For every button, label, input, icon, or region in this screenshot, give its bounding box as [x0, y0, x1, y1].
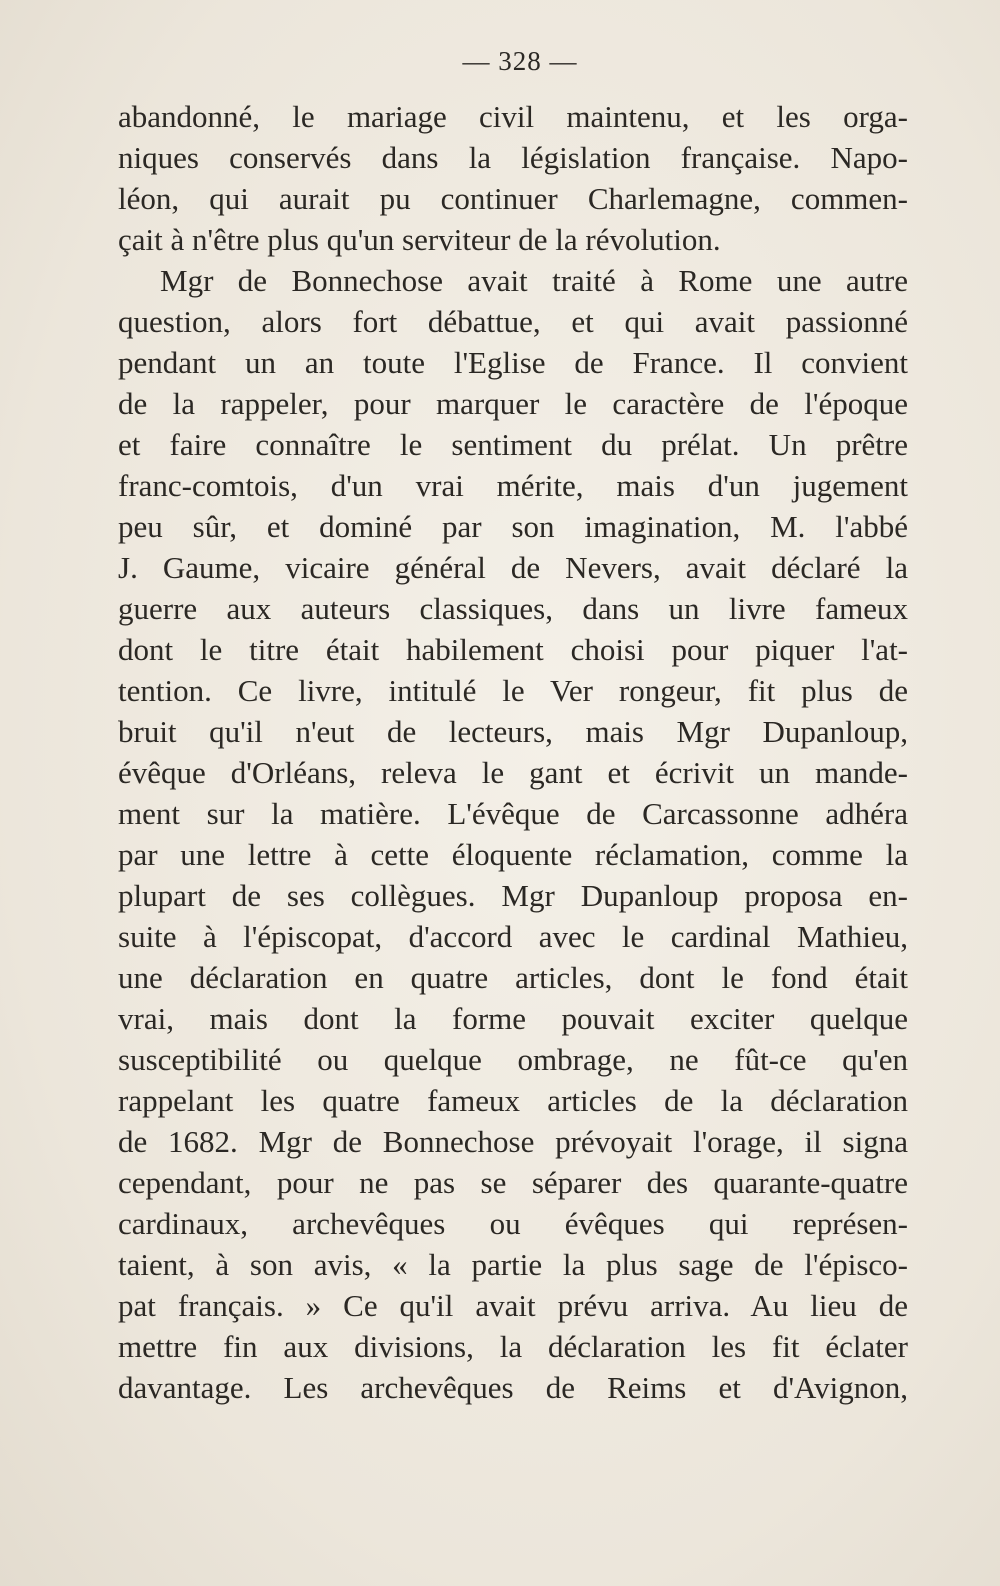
text-line: franc-comtois, d'un vrai mérite, mais d'un jugement: [118, 468, 908, 503]
text-line: peu sûr, et dominé par son imagination, M. l'abbé: [118, 509, 908, 544]
text-line: rappelant les quatre fameux articles de la déclaration: [118, 1083, 908, 1118]
text-line: de 1682. Mgr de Bonnechose prévoyait l'orage, il signa: [118, 1124, 908, 1159]
text-line: cardinaux, archevêques ou évêques qui représen-: [118, 1206, 908, 1241]
text-line: cependant, pour ne pas se séparer des quarante-quatre: [118, 1165, 908, 1200]
text-line: plupart de ses collègues. Mgr Dupanloup proposa en-: [118, 878, 908, 913]
text-line: pendant un an toute l'Eglise de France. Il convient: [118, 345, 908, 380]
text-line: évêque d'Orléans, releva le gant et écrivit un mande-: [118, 755, 908, 790]
text-line: par une lettre à cette éloquente réclamation, comme la: [118, 837, 908, 872]
text-line: de la rappeler, pour marquer le caractère de l'époque: [118, 386, 908, 421]
text-line: susceptibilité ou quelque ombrage, ne fût-ce qu'en: [118, 1042, 908, 1077]
text-line: mettre fin aux divisions, la déclaration les fit éclater: [118, 1329, 908, 1364]
text-line: pat français. » Ce qu'il avait prévu arriva. Au lieu de: [118, 1288, 908, 1323]
text-line: abandonné, le mariage civil maintenu, et les orga-: [118, 99, 908, 134]
text-line: bruit qu'il n'eut de lecteurs, mais Mgr Dupanloup,: [118, 714, 908, 749]
text-line: léon, qui aurait pu continuer Charlemagne, commen-: [118, 181, 908, 216]
text-line: J. Gaume, vicaire général de Nevers, avait déclaré la: [118, 550, 908, 585]
page-number: — 328 —: [462, 46, 578, 76]
text-line: ment sur la matière. L'évêque de Carcassonne adhéra: [118, 796, 908, 831]
text-line: dont le titre était habilement choisi pour piquer l'at-: [118, 632, 908, 667]
paragraph-start-line: Mgr de Bonnechose avait traité à Rome une autre: [160, 263, 908, 298]
text-line: guerre aux auteurs classiques, dans un livre fameux: [118, 591, 908, 626]
text-line: et faire connaître le sentiment du prélat. Un prêtre: [118, 427, 908, 462]
text-line: taient, à son avis, « la partie la plus sage de l'épisco-: [118, 1247, 908, 1282]
text-line: suite à l'épiscopat, d'accord avec le cardinal Mathieu,: [118, 919, 908, 954]
text-line: une déclaration en quatre articles, dont le fond était: [118, 960, 908, 995]
body-text: [118, 96, 908, 1408]
text-line: tention. Ce livre, intitulé le Ver rongeur, fit plus de: [118, 673, 908, 708]
text-line: niques conservés dans la législation française. Napo-: [118, 140, 908, 175]
text-line: vrai, mais dont la forme pouvait exciter quelque: [118, 1001, 908, 1036]
text-line: question, alors fort débattue, et qui avait passionné: [118, 304, 908, 339]
text-line: çait à n'être plus qu'un serviteur de la révolution.: [118, 222, 721, 257]
text-line: davantage. Les archevêques de Reims et d'Avignon,: [118, 1370, 908, 1405]
